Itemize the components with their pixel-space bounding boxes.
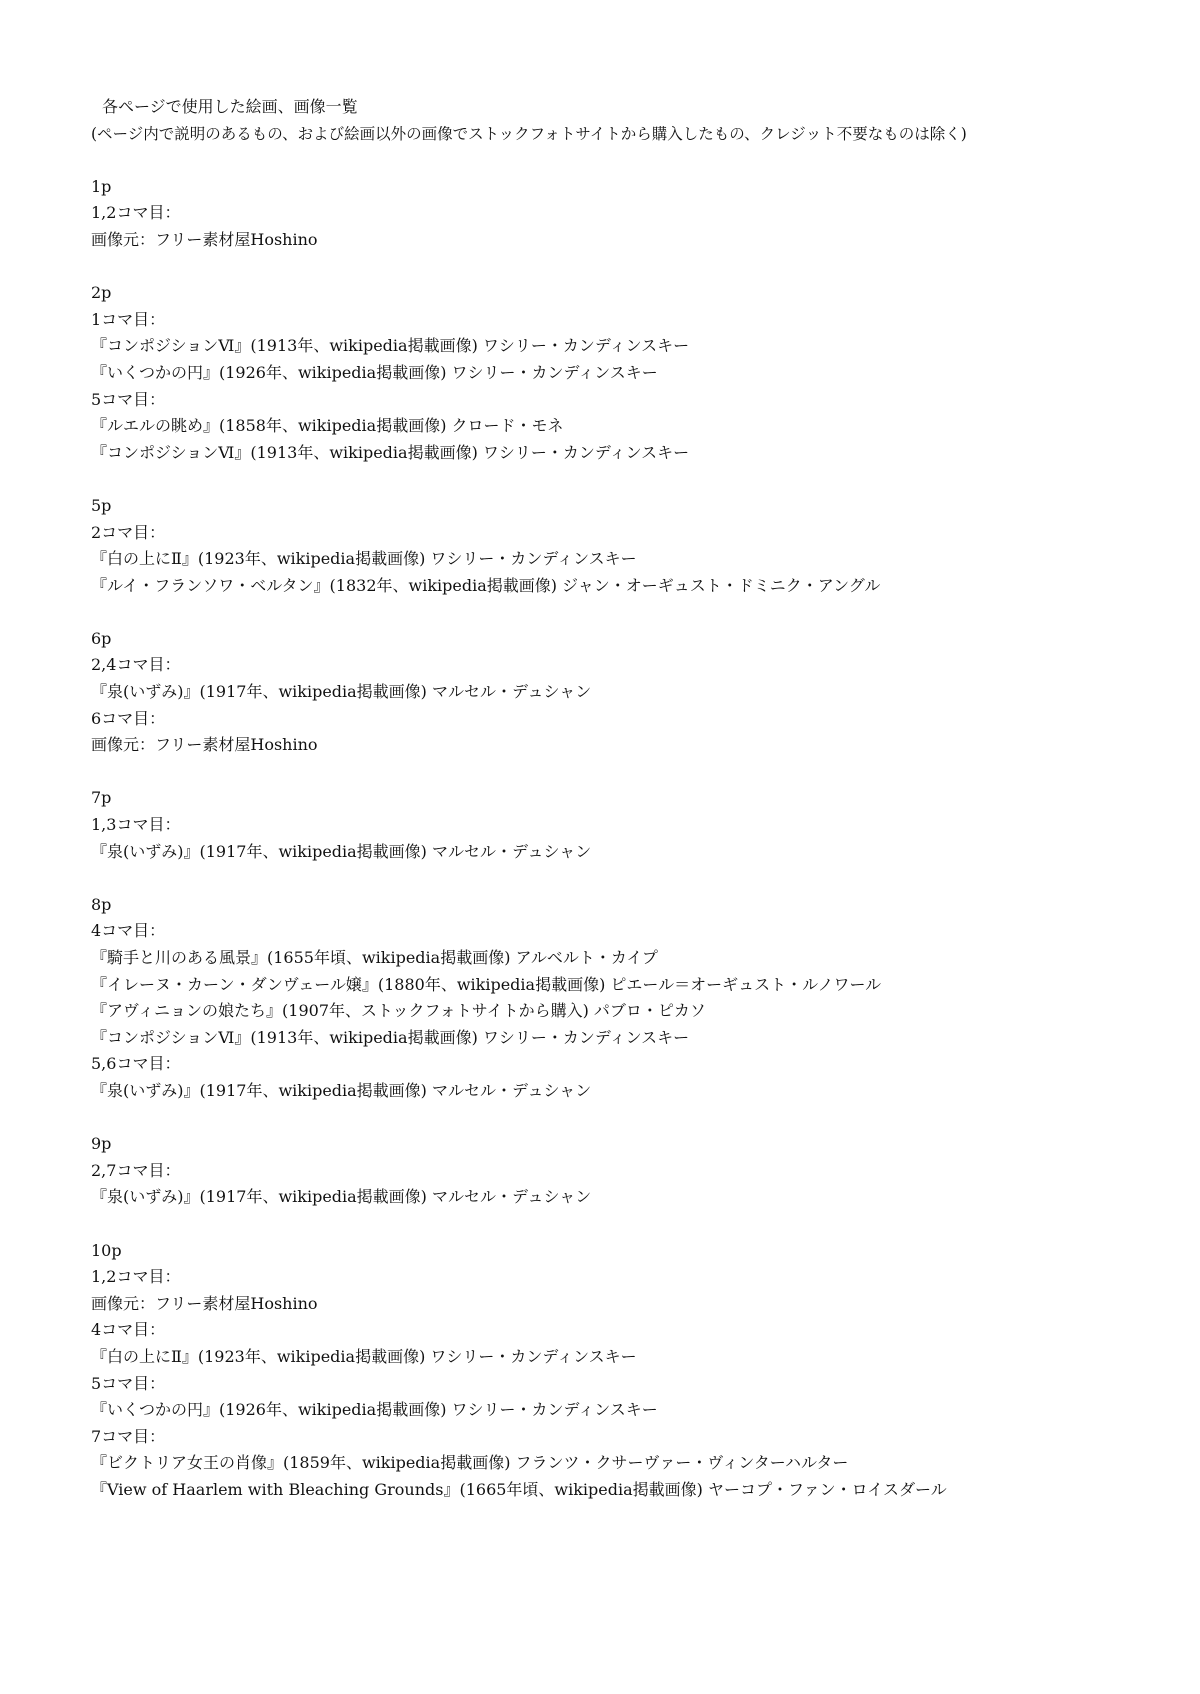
frame-label: 1コマ目： — [91, 309, 166, 329]
document-page — [91, 94, 1171, 1503]
spacer — [91, 1211, 1171, 1238]
frame-label: 1,2コマ目： — [91, 203, 181, 223]
spacer — [91, 147, 1171, 174]
credit-line: 『騎手と川のある風景』(1655年頃、wikipedia掲載画像) アルベルト・カイプ — [91, 948, 658, 967]
section-page-number: 1p — [91, 176, 112, 196]
spacer — [91, 466, 1171, 493]
page-section-7p — [91, 785, 1171, 891]
credit-line: 画像元：フリー素材屋Hoshino — [91, 229, 318, 249]
page-section-10p — [91, 1238, 1171, 1504]
page-section-1p — [91, 174, 1171, 280]
document-title: 各ページで使用した絵画、画像一覧 — [102, 97, 358, 116]
credit-line: 『泉(いずみ)』(1917年、wikipedia掲載画像) マルセル・デュシャン — [91, 1080, 592, 1100]
credit-line: 『コンポジションⅥ』(1913年、wikipedia掲載画像) ワシリー・カンディンスキー — [91, 442, 690, 462]
section-page-number: 10p — [91, 1240, 122, 1260]
page-section-5p — [91, 493, 1171, 626]
frame-label: 2,7コマ目： — [91, 1160, 181, 1180]
section-page-number: 2p — [91, 283, 112, 303]
credit-line: 『いくつかの円』(1926年、wikipedia掲載画像) ワシリー・カンディンスキー — [91, 362, 658, 382]
section-page-number: 6p — [91, 628, 112, 648]
frame-label: 1,3コマ目： — [91, 815, 181, 835]
frame-label: 2,4コマ目： — [91, 655, 181, 675]
credit-line: 『泉(いずみ)』(1917年、wikipedia掲載画像) マルセル・デュシャン — [91, 1187, 592, 1207]
credit-line: 『ルイ・フランソワ・ベルタン』(1832年、wikipedia掲載画像) ジャン・オーギュスト・ドミニク・アングル — [91, 575, 881, 595]
frame-label: 1,2コマ目： — [91, 1267, 181, 1287]
frame-label: 4コマ目： — [91, 921, 166, 941]
credit-line: 『アヴィニョンの娘たち』(1907年、ストックフォトサイトから購入) パブロ・ピカソ — [91, 1001, 706, 1021]
credit-line: 『コンポジションⅥ』(1913年、wikipedia掲載画像) ワシリー・カンディンスキー — [91, 1027, 690, 1047]
spacer — [91, 865, 1171, 892]
credit-line: 『泉(いずみ)』(1917年、wikipedia掲載画像) マルセル・デュシャン — [91, 841, 592, 861]
frame-label: 5,6コマ目： — [91, 1054, 181, 1074]
section-page-number: 8p — [91, 894, 112, 914]
spacer — [91, 599, 1171, 626]
credit-line: 『いくつかの円』(1926年、wikipedia掲載画像) ワシリー・カンディンスキー — [91, 1400, 658, 1420]
page-section-8p — [91, 892, 1171, 1131]
credit-line: 『View of Haarlem with Bleaching Grounds』(1665年頃、wikipedia掲載画像) ヤーコプ・ファン・ロイスダール — [91, 1479, 947, 1499]
credit-line: 『白の上にⅡ』(1923年、wikipedia掲載画像) ワシリー・カンディンスキー — [91, 549, 637, 569]
frame-label: 5コマ目： — [91, 389, 166, 409]
spacer — [91, 759, 1171, 786]
credit-sections — [91, 174, 1171, 1504]
page-section-6p — [91, 626, 1171, 786]
page-section-2p — [91, 280, 1171, 493]
page-section-9p — [91, 1131, 1171, 1237]
frame-label: 7コマ目： — [91, 1426, 166, 1446]
section-page-number: 7p — [91, 788, 112, 808]
section-page-number: 9p — [91, 1134, 112, 1154]
section-page-number: 5p — [91, 495, 112, 515]
credit-line: 画像元：フリー素材屋Hoshino — [91, 1293, 318, 1313]
frame-label: 5コマ目： — [91, 1373, 166, 1393]
credit-line: 『ビクトリア女王の肖像』(1859年、wikipedia掲載画像) フランツ・クサーヴァー・ヴィンターハルター — [91, 1453, 849, 1473]
credit-line: 『白の上にⅡ』(1923年、wikipedia掲載画像) ワシリー・カンディンスキー — [91, 1346, 637, 1366]
spacer — [91, 254, 1171, 281]
credit-line: 画像元：フリー素材屋Hoshino — [91, 735, 318, 755]
credit-line: 『ルエルの眺め』(1858年、wikipedia掲載画像) クロード・モネ — [91, 416, 564, 436]
spacer — [91, 1105, 1171, 1132]
frame-label: 2コマ目： — [91, 522, 166, 542]
credit-line: 『コンポジションⅥ』(1913年、wikipedia掲載画像) ワシリー・カンディンスキー — [91, 336, 690, 356]
frame-label: 6コマ目： — [91, 708, 166, 728]
document-note: (ページ内で説明のあるもの、および絵画以外の画像でストックフォトサイトから購入したもの、クレジット不要なものは除く) — [91, 124, 967, 143]
credit-line: 『泉(いずみ)』(1917年、wikipedia掲載画像) マルセル・デュシャン — [91, 682, 592, 702]
frame-label: 4コマ目： — [91, 1320, 166, 1340]
credit-line: 『イレーヌ・カーン・ダンヴェール嬢』(1880年、wikipedia掲載画像) ピエール＝オーギュスト・ルノワール — [91, 974, 882, 994]
